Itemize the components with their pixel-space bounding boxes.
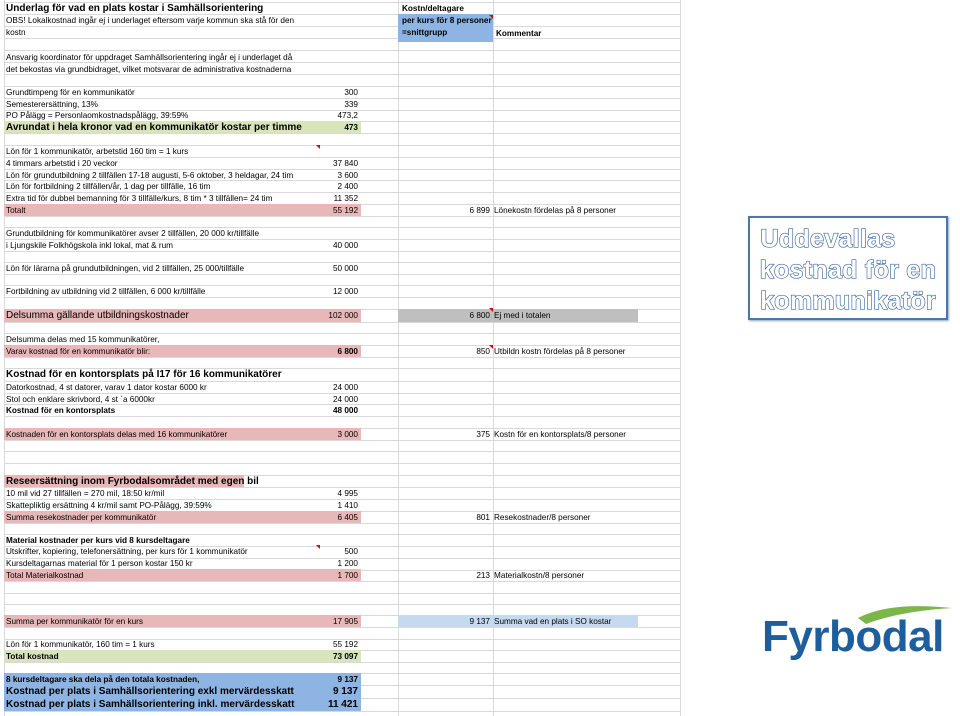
- promo-line-3: kommunikatör: [760, 287, 936, 315]
- travel-heading: Reseersättning inom Fyrbodalsområdet med egen bil: [6, 476, 259, 487]
- row-label: Lön för 1 kommunikatör, arbetstid 160 tim = 1 kurs: [6, 147, 189, 156]
- gridline-col: [680, 0, 681, 716]
- promo-line-2: kostnad för en: [759, 256, 937, 284]
- row-label: Lön för fortbildning 2 tillfällen/år, 1 dag per tillfälle, 16 tim: [6, 182, 211, 191]
- hourly-total-value: 473: [344, 123, 358, 132]
- split-per-person: 850: [476, 347, 490, 356]
- row-label: PO Pålägg = Personlaomkostnadspålägg, 39:59%: [6, 111, 189, 120]
- row-label: 4 timmars arbetstid i 20 veckor: [6, 159, 118, 168]
- travel-comment: Resekostnader/8 personer: [494, 513, 591, 522]
- row-label: Grundutbildning för kommunikatörer avser 2 tillfällen, 20 000 kr/tillfälle: [6, 229, 260, 238]
- gridline-col: [493, 0, 494, 716]
- price-excl-vat-value: 9 137: [332, 686, 358, 697]
- col-header-cost-2: per kurs för 8 personer: [402, 16, 492, 25]
- education-subtotal-label: Delsumma gällande utbildningskostnader: [6, 310, 189, 321]
- gridline-row: [4, 440, 680, 441]
- row-value: 24 000: [332, 395, 358, 404]
- row-label: Lön för lärarna på grundutbildningen, vid 2 tillfällen, 25 000/tillfälle: [6, 264, 245, 273]
- coordinator-note: Ansvarig koordinator för uppdraget Samhällsorientering ingår ej i underlaget då: [6, 53, 293, 62]
- row-value: 300: [344, 88, 358, 97]
- row-value: 473,2: [337, 111, 358, 120]
- gridline-row: [4, 133, 680, 134]
- travel-total-label: Summa resekostnader per kommunikatör: [6, 513, 157, 522]
- comment-marker[interactable]: [316, 145, 320, 149]
- share-label: 8 kursdeltagare ska dela på den totala kostnaden,: [6, 675, 200, 684]
- gridline-col: [398, 0, 399, 716]
- split-comment: Utbildn kostn fördelas på 8 personer: [494, 347, 626, 356]
- price-incl-vat-value: 11 421: [327, 699, 358, 710]
- gridline-row: [4, 297, 680, 298]
- total-cost-label: Total kostnad: [6, 652, 59, 661]
- col-header-cost: Kostn/deltagare: [402, 4, 464, 13]
- gridline-row: [4, 322, 680, 323]
- gridline-row: [4, 50, 680, 51]
- gridline-row: [4, 451, 680, 452]
- gridline-row: [4, 523, 680, 524]
- row-label: Fortbildning av utbildning vid 2 tillfällen, 6 000 kr/tillfälle: [6, 287, 206, 296]
- row-value: 3 600: [337, 171, 358, 180]
- summary-salary-label: Lön för 1 kommunikatör, 160 tim = 1 kurs: [6, 640, 155, 649]
- gridline-row: [4, 627, 680, 628]
- material-per-person: 213: [476, 571, 490, 580]
- price-incl-vat-label: Kostnad per plats i Samhällsorientering inkl. mervärdesskatt: [6, 699, 295, 710]
- gridline-row: [4, 26, 680, 27]
- summary-sum-per-person: 9 137: [469, 617, 490, 626]
- salary-comment: Lönekostn fördelas på 8 personer: [494, 206, 616, 215]
- gridline-row: [4, 251, 680, 252]
- row-value: 11 352: [333, 194, 358, 203]
- split-value: 6 800: [337, 347, 358, 356]
- row-value: 500: [344, 547, 358, 556]
- material-total-label: Total Materialkostnad: [6, 571, 84, 580]
- gridline-row: [4, 662, 680, 663]
- gridline-row: [4, 463, 680, 464]
- row-label: Lön för grundutbildning 2 tillfällen 17-18 augusti, 5-6 oktober, 3 heldagar, 24 tim: [6, 171, 294, 180]
- obs-note-cont: kostn: [6, 28, 26, 37]
- logo-text: Fyrbodal: [762, 612, 944, 661]
- summary-sum-comment: Summa vad en plats i SO kostar: [494, 617, 612, 626]
- row-value: 37 840: [332, 159, 358, 168]
- gridline-row: [4, 216, 680, 217]
- row-label: Skattepliktig ersättning 4 kr/mil samt PO-Pålägg, 39:59%: [6, 501, 212, 510]
- promo-line-1: Uddevallas: [760, 225, 896, 253]
- obs-note: OBS! Lokalkostnad ingår ej i underlaget eftersom varje kommun ska stå för den: [6, 16, 295, 25]
- row-value: 2 400: [337, 182, 358, 191]
- summary-sum-value: 17 905: [332, 617, 358, 626]
- row-value: 1 200: [337, 559, 358, 568]
- summary-salary-value: 55 192: [332, 640, 358, 649]
- row-value: 1 410: [337, 501, 358, 510]
- gridline-row: [4, 357, 680, 358]
- education-subtotal-comment: Ej med i totalen: [494, 311, 551, 320]
- row-label: i Ljungskile Folkhögskola inkl lokal, mat & rum: [6, 241, 174, 250]
- travel-per-person: 801: [476, 513, 490, 522]
- row-label: Kursdeltagarnas material för 1 person kostar 150 kr: [6, 559, 193, 568]
- office-total-value: 48 000: [332, 406, 358, 415]
- row-value: 40 000: [332, 241, 358, 250]
- row-label: 10 mil vid 27 tillfällen = 270 mil, 18:50 kr/mil: [6, 489, 165, 498]
- material-comment: Materialkostn/8 personer: [494, 571, 585, 580]
- row-label: Semesterersättning, 13%: [6, 100, 98, 109]
- coordinator-note-cont: det bekostas via grundbidraget, vilket motsvarar de administrativa kostnaderna: [6, 65, 292, 74]
- salary-total-label: Totalt: [6, 206, 26, 215]
- share-value: 9 137: [337, 675, 358, 684]
- row-label: Stol och enklare skrivbord, 4 st `a 6000kr: [6, 395, 155, 404]
- salary-total-value: 55 192: [332, 206, 358, 215]
- fyrbodal-logo: [762, 604, 958, 684]
- gridline-row: [4, 38, 680, 39]
- material-heading: Material kostnader per kurs vid 8 kursdeltagare: [6, 536, 190, 545]
- total-cost-value: 73 097: [332, 652, 358, 661]
- gridline-row: [4, 274, 680, 275]
- education-subtotal-per-person: 6 800: [469, 311, 490, 320]
- summary-sum-label: Summa per kommunikatör för en kurs: [6, 617, 143, 626]
- office-split-comment: Kostn för en kontorsplats/8 personer: [494, 430, 626, 439]
- hourly-total-label: Avrundat i hela kronor vad en kommunikatör kostar per timme: [6, 122, 302, 133]
- col-header-comment: Kommentar: [496, 29, 542, 38]
- row-value: 12 000: [332, 287, 358, 296]
- row-label: Extra tid för dubbel bemanning för 3 tillfälle/kurs, 8 tim * 3 tillfällen= 24 tim: [6, 194, 273, 203]
- office-split-label: Kostnaden för en kontorsplats delas med 16 kommunikatörer: [6, 430, 228, 439]
- office-split-value: 3 000: [337, 430, 358, 439]
- gridline-row: [4, 604, 680, 605]
- education-subtotal-value: 102 000: [328, 311, 358, 320]
- material-total-value: 1 700: [337, 571, 358, 580]
- row-value: 4 995: [337, 489, 358, 498]
- office-split-per-person: 375: [476, 430, 490, 439]
- row-label: Datorkostnad, 4 st datorer, varav 1 dator kostar 6000 kr: [6, 383, 207, 392]
- salary-per-person: 6 899: [469, 206, 490, 215]
- gridline-col: [4, 0, 5, 716]
- col-header-cost-3: =snittgrupp: [402, 28, 448, 37]
- row-value: 339: [344, 100, 358, 109]
- row-value: 50 000: [332, 264, 358, 273]
- office-total-label: Kostnad för en kontorsplats: [6, 406, 116, 415]
- row-label: Grundtimpeng för en kommunikatör: [6, 88, 135, 97]
- gridline-row: [4, 416, 680, 417]
- office-heading: Kostnad för en kontorsplats på I17 för 16 kommunikatörer: [6, 369, 282, 380]
- row-label: Delsumma delas med 15 kommunikatörer,: [6, 335, 160, 344]
- gridline-row: [4, 711, 680, 712]
- price-excl-vat-label: Kostnad per plats i Samhällsorientering exkl mervärdesskatt: [6, 686, 294, 697]
- uddevalla-promo-box: [748, 216, 948, 320]
- gridline-row: [4, 581, 680, 582]
- row-value: 24 000: [332, 383, 358, 392]
- travel-total-value: 6 405: [337, 513, 358, 522]
- sheet-title: Underlag för vad en plats kostar i Samhällsorientering: [6, 3, 264, 14]
- split-label: Varav kostnad för en kommunikatör blir:: [6, 347, 151, 356]
- gridline-row: [4, 593, 680, 594]
- row-label: Utskrifter, kopiering, telefonersättning, per kurs för 1 kommunikatör: [6, 547, 248, 556]
